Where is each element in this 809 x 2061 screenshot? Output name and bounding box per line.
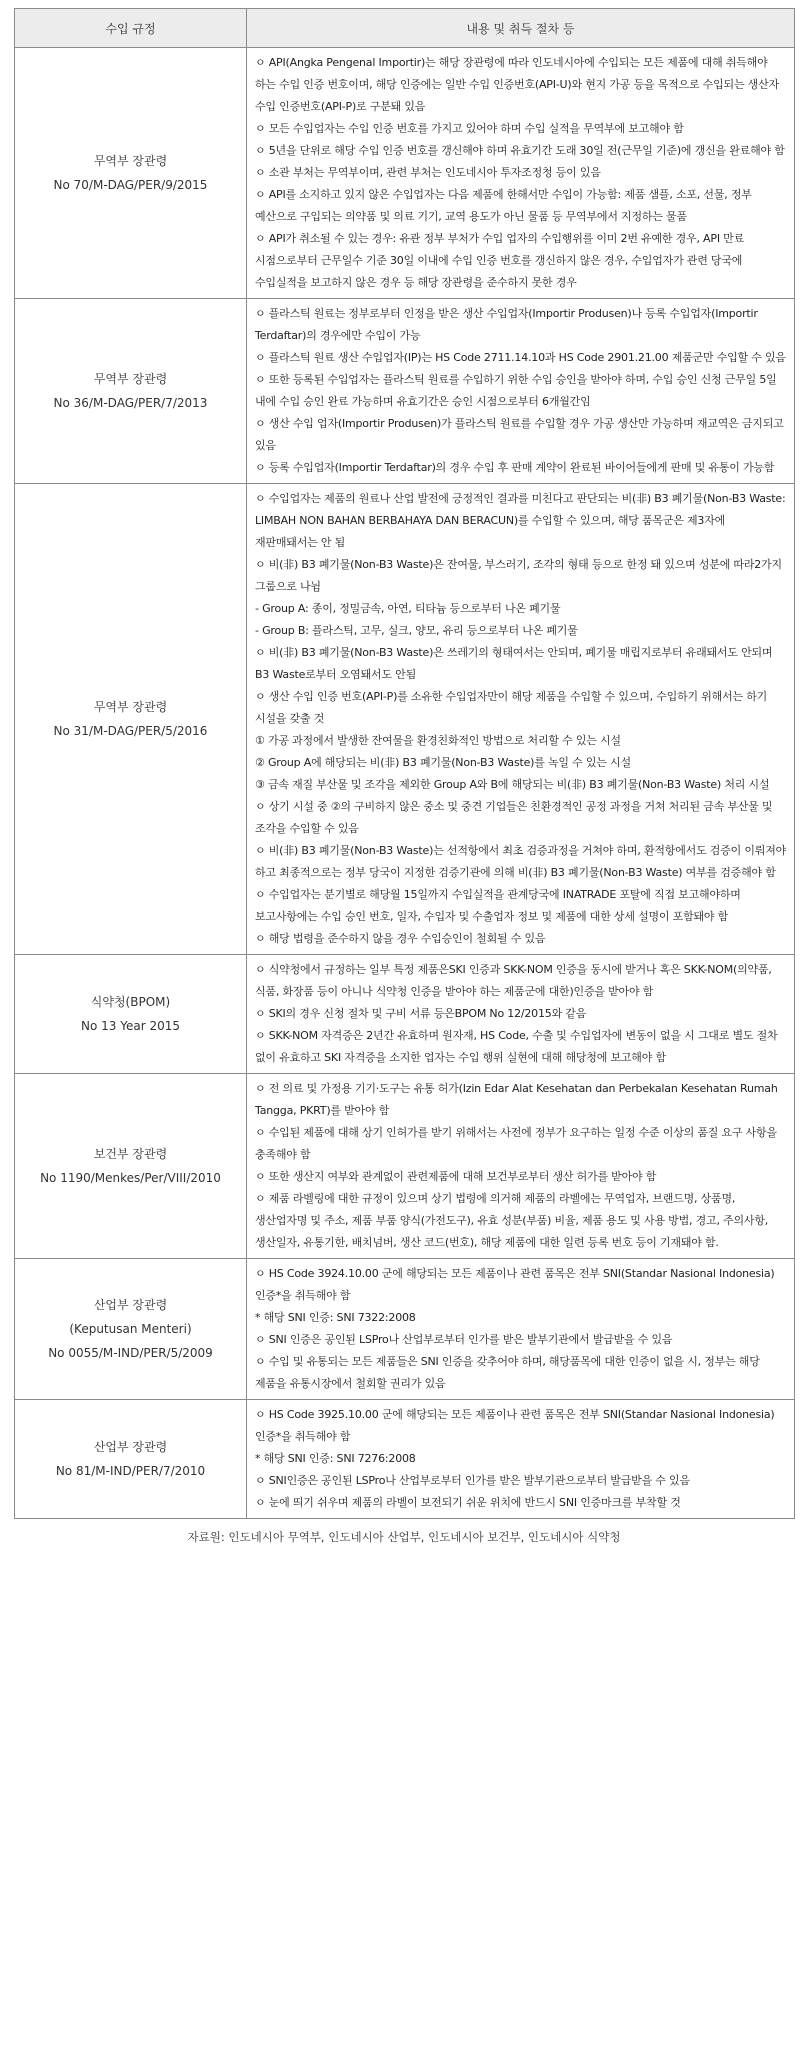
content-cell xyxy=(247,48,795,299)
content-bullet: ㅇ 모든 수입업자는 수입 인증 번호를 가지고 있어야 하며 수입 실적을 무역부에 보고해야 함 xyxy=(255,122,684,135)
content-bullet: ㅇ 플라스틱 원료 생산 수입업자(IP)는 HS Code 2711.14.10과 HS Code 2901.21.00 제품군만 수입할 수 있음 xyxy=(255,351,786,364)
header-regulation: 수입 규정 xyxy=(15,9,247,48)
table-body xyxy=(15,48,795,1519)
regulation-name-line: 무역부 장관령 xyxy=(93,154,168,168)
regulation-name-line: 무역부 장관령 xyxy=(93,372,168,386)
content-bullet: ㅇ 비(非) B3 폐기물(Non-B3 Waste)은 쓰레기의 형태여서는 안되며, 폐기물 매립지로부터 유래돼서도 안되며 B3 Waste로부터 오염돼서도 안됨 xyxy=(255,646,773,681)
regulation-cell xyxy=(15,299,247,484)
regulation-cell xyxy=(15,955,247,1074)
content-bullet: ㅇ 수입업자는 분기별로 해당월 15일까지 수입실적을 관계당국에 INATRADE 포탈에 직접 보고해야하며 보고사항에는 수입 승인 번호, 일자, 수입자 및 수출업자 정보 및 제품에 대한 상세 설명이 포함돼야 함 xyxy=(255,888,741,923)
content-bullet: * 해당 SNI 인증: SNI 7276:2008 xyxy=(255,1452,416,1465)
content-bullet: ㅇ SKK-NOM 자격증은 2년간 유효하며 원자재, HS Code, 수출 및 수입업자에 변동이 없을 시 그대로 별도 절차 없이 유효하고 SKI 자격증을 소지한 업자는 수입 행위 실현에 대해 해당청에 보고해야 함 xyxy=(255,1029,778,1064)
content-bullet: ㅇ HS Code 3925.10.00 군에 해당되는 모든 제품이나 관련 품목은 전부 SNI(Standar Nasional Indonesia) 인증*을 취득해야 함 xyxy=(255,1408,775,1443)
content-bullet: ㅇ API(Angka Pengenal Importir)는 해당 장관령에 따라 인도네시아에 수입되는 모든 제품에 대해 취득해야 하는 수입 인증 번호이며, 해당 인증에는 일반 수입 인증번호(API-U)와 현지 가공 등을 목적으로 수입되는 생산자 수입 인증번호(API-P)로 구분돼 있음 xyxy=(255,56,779,113)
regulation-name-line: 보건부 장관령 xyxy=(93,1147,168,1161)
content-bullet: ㅇ 전 의료 및 가정용 기기·도구는 유통 허가(Izin Edar Alat Kesehatan dan Perbekalan Kesehatan Rumah Tangga, PKRT)를 받아야 함 xyxy=(255,1082,778,1117)
content-bullet: - Group A: 종이, 정밀금속, 아연, 티타늄 등으로부터 나온 폐기물 xyxy=(255,602,561,615)
content-bullet: ㅇ API가 취소될 수 있는 경우: 유관 정부 부처가 수입 업자의 수입행위를 이미 2번 유예한 경우, API 만료 시점으로부터 근무일수 기준 30일 이내에 수입 인증 번호를 갱신하지 않은 경우, 수입업자가 관련 당국에 수입실적을 보고하지 않은 경우 등 해당 장관령을 준수하지 못한 경우 xyxy=(255,232,745,289)
content-bullet: ㅇ 해당 법령을 준수하지 않을 경우 수입승인이 철회될 수 있음 xyxy=(255,932,546,945)
content-bullet: ㅇ 수입 및 유통되는 모든 제품들은 SNI 인증을 갖추어야 하며, 해당품목에 대한 인증이 없을 시, 정부는 해당 제품을 유통시장에서 철회할 권리가 있음 xyxy=(255,1355,760,1390)
content-bullet: ㅇ 상기 시설 중 ②의 구비하지 않은 중소 및 중견 기업들은 친환경적인 공정 과정을 거쳐 처리된 금속 부산물 및 조각을 수입할 수 있음 xyxy=(255,800,773,835)
content-cell xyxy=(247,484,795,955)
regulation-name-line: No 31/M-DAG/PER/5/2016 xyxy=(53,724,208,738)
regulation-cell xyxy=(15,1259,247,1400)
content-bullet: ㅇ 또한 등록된 수입업자는 플라스틱 원료를 수입하기 위한 수입 승인을 받아야 하며, 수입 승인 신청 근무일 5일 내에 수입 승인 완료 가능하며 유효기간은 승인 시점으로부터 6개월간임 xyxy=(255,373,777,408)
content-bullet: ㅇ 생산 수입 업자(Importir Produsen)가 플라스틱 원료를 수입할 경우 가공 생산만 가능하며 재교역은 금지되고 있음 xyxy=(255,417,784,452)
regulation-name-line: 무역부 장관령 xyxy=(93,700,168,714)
content-bullet: ㅇ 수입된 제품에 대해 상기 인허가를 받기 위해서는 사전에 정부가 요구하는 일정 수준 이상의 품질 요구 사항을 충족해야 함 xyxy=(255,1126,777,1161)
content-bullet: ㅇ 플라스틱 원료는 정부로부터 인정을 받은 생산 수입업자(Importir Produsen)나 등록 수입업자(Importir Terdaftar)의 경우에만 수입이 가능 xyxy=(255,307,758,342)
regulation-name-line: No 70/M-DAG/PER/9/2015 xyxy=(53,178,208,192)
content-bullet: ㅇ 눈에 띄기 쉬우며 제품의 라벨이 보전되기 쉬운 위치에 반드시 SNI 인증마크를 부착할 것 xyxy=(255,1496,681,1509)
content-bullet: ㅇ 등록 수입업자(Importir Terdaftar)의 경우 수입 후 판매 계약이 완료된 바이어들에게 판매 및 유통이 가능함 xyxy=(255,461,775,474)
source-note: 자료원: 인도네시아 무역부, 인도네시아 산업부, 인도네시아 보건부, 인도네시아 식약청 xyxy=(187,1530,621,1544)
regulation-table xyxy=(14,8,795,1519)
content-bullet: ㅇ 비(非) B3 폐기물(Non-B3 Waste)는 선적항에서 최초 검증과정을 거쳐야 하며, 환적항에서도 검증이 이뤄져야 하고 최종적으로는 정부 당국이 지정한 검증기관에 의해 비(非) B3 폐기물(Non-B3 Waste) 여부를 검증해야 함 xyxy=(255,844,787,879)
content-bullet: ㅇ SNI인증은 공인된 LSPro나 산업부로부터 인가를 받은 발부기관으로부터 발급받을 수 있음 xyxy=(255,1474,690,1487)
table-row xyxy=(15,484,795,955)
content-cell xyxy=(247,1400,795,1519)
content-bullet: ① 가공 과정에서 발생한 잔여물을 환경친화적인 방법으로 처리할 수 있는 시설 xyxy=(255,734,621,747)
content-bullet: ② Group A에 해당되는 비(非) B3 폐기물(Non-B3 Waste)를 녹일 수 있는 시설 xyxy=(255,756,631,769)
regulation-name-line: 산업부 장관령 xyxy=(93,1298,168,1312)
content-bullet: ㅇ 소관 부처는 무역부이며, 관련 부처는 인도네시아 투자조정청 등이 있음 xyxy=(255,166,601,179)
regulation-name-line: 식약청(BPOM) xyxy=(90,995,171,1009)
regulation-name-line: 산업부 장관령 xyxy=(93,1440,168,1454)
content-bullet: ㅇ 또한 생산지 여부와 관계없이 관련제품에 대해 보건부로부터 생산 허가를 받아야 함 xyxy=(255,1170,657,1183)
content-cell xyxy=(247,1074,795,1259)
table-row xyxy=(15,1400,795,1519)
content-bullet: ㅇ SNI 인증은 공인된 LSPro나 산업부로부터 인가를 받은 발부기관에서 발급받을 수 있음 xyxy=(255,1333,673,1346)
content-cell xyxy=(247,299,795,484)
content-cell xyxy=(247,1259,795,1400)
regulation-cell xyxy=(15,48,247,299)
content-bullet: ㅇ HS Code 3924.10.00 군에 해당되는 모든 제품이나 관련 품목은 전부 SNI(Standar Nasional Indonesia) 인증*을 취득해야 함 xyxy=(255,1267,775,1302)
document xyxy=(14,8,794,1547)
content-bullet: ③ 금속 재질 부산물 및 조각을 제외한 Group A와 B에 해당되는 비(非) B3 폐기물(Non-B3 Waste) 처리 시설 xyxy=(255,778,770,791)
content-bullet: * 해당 SNI 인증: SNI 7322:2008 xyxy=(255,1311,416,1324)
regulation-name-line: No 36/M-DAG/PER/7/2013 xyxy=(53,396,208,410)
table-row xyxy=(15,48,795,299)
content-bullet: ㅇ API를 소지하고 있지 않은 수입업자는 다음 제품에 한해서만 수입이 가능함: 제품 샘플, 소포, 선물, 정부 예산으로 구입되는 의약품 및 의료 기기, 교역 용도가 아닌 물품 등 무역부에서 지정하는 물품 xyxy=(255,188,752,223)
content-bullet: ㅇ SKI의 경우 신청 절차 및 구비 서류 등은BPOM No 12/2015와 같음 xyxy=(255,1007,587,1020)
regulation-name-line: No 13 Year 2015 xyxy=(81,1019,180,1033)
table-row xyxy=(15,955,795,1074)
table-row xyxy=(15,299,795,484)
content-bullet: ㅇ 5년을 단위로 해당 수입 인증 번호를 갱신해야 하며 유효기간 도래 30일 전(근무일 기준)에 갱신을 완료해야 함 xyxy=(255,144,785,157)
table-row xyxy=(15,1259,795,1400)
content-cell xyxy=(247,955,795,1074)
content-bullet: ㅇ 제품 라벨링에 대한 규정이 있으며 상기 법령에 의거해 제품의 라벨에는 무역업자, 브랜드명, 상품명, 생산업자명 및 주소, 제품 부품 양식(가전도구), 유효 성분(부품) 비율, 제품 용도 및 사용 방법, 경고, 주의사항, 생산일자, 유통기한, 배치넘버, 생산 코드(번호), 해당 제품에 대한 일련 등록 번호 등이 기재돼야 함. xyxy=(255,1192,769,1249)
table-header-row xyxy=(15,9,795,48)
content-bullet: ㅇ 식약청에서 규정하는 일부 특정 제품은SKI 인증과 SKK-NOM 인증을 동시에 받거나 혹은 SKK-NOM(의약품, 식품, 화장품 등이 아니나 식약청 인증을 받아야 하는 제품군에 대한)인증을 받아야 함 xyxy=(255,963,772,998)
regulation-name-line: (Keputusan Menteri) xyxy=(69,1322,192,1336)
regulation-cell xyxy=(15,484,247,955)
header-content: 내용 및 취득 절차 등 xyxy=(247,9,795,48)
regulation-cell xyxy=(15,1074,247,1259)
table-row xyxy=(15,1074,795,1259)
content-bullet: ㅇ 수입업자는 제품의 원료나 산업 발전에 긍정적인 결과를 미친다고 판단되는 비(非) B3 폐기물(Non-B3 Waste: LIMBAH NON BAHAN BERBAHAYA DAN BERACUN)를 수입할 수 있으며, 해당 품목군은 제3자에 재판매돼서는 안 됨 xyxy=(255,492,786,549)
content-bullet: - Group B: 플라스틱, 고무, 실크, 양모, 유리 등으로부터 나온 폐기물 xyxy=(255,624,578,637)
regulation-cell xyxy=(15,1400,247,1519)
content-bullet: ㅇ 생산 수입 인증 번호(API-P)를 소유한 수입업자만이 해당 제품을 수입할 수 있으며, 수입하기 위해서는 하기 시설을 갖출 것 xyxy=(255,690,768,725)
regulation-name-line: No 0055/M-IND/PER/5/2009 xyxy=(48,1346,213,1360)
content-bullet: ㅇ 비(非) B3 폐기물(Non-B3 Waste)은 잔여물, 부스러기, 조각의 형태 등으로 한정 돼 있으며 성분에 따라2가지 그룹으로 나뉨 xyxy=(255,558,782,593)
regulation-name-line: No 1190/Menkes/Per/VIII/2010 xyxy=(40,1171,221,1185)
regulation-name-line: No 81/M-IND/PER/7/2010 xyxy=(55,1464,206,1478)
